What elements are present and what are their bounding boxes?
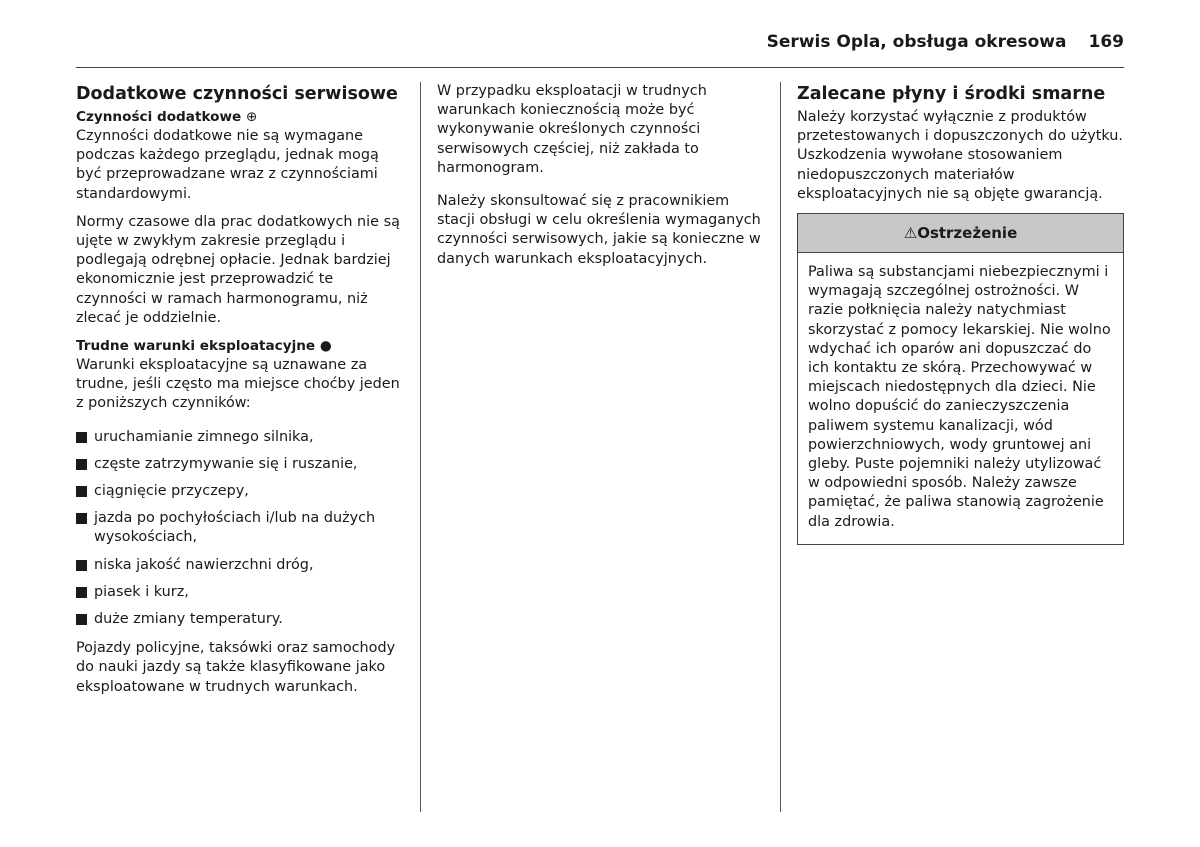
column-divider-2 — [780, 82, 781, 812]
list-item-text: piasek i kurz, — [94, 583, 189, 600]
subheading-hard-conditions — [76, 337, 406, 356]
paragraph: Należy korzystać wyłącznie z produktów przetestowanych i dopuszczonych do użytku. Uszkodzenia wywołane stosowaniem niedopuszczonych materiałów eksploatacyjnych nie są objęte gwarancją. — [797, 109, 1123, 202]
column-3 — [797, 82, 1124, 545]
column-2 — [437, 82, 767, 278]
column-divider-1 — [420, 82, 421, 812]
list-item — [76, 509, 406, 547]
paragraph: Należy skonsultować się z pracownikiem stacji obsługi w celu określenia wymaganych czynności serwisowych, jakie są konieczne w danych warunkach eksploatacyjnych. — [437, 193, 761, 267]
square-bullet-icon — [76, 587, 87, 598]
square-bullet-icon — [76, 614, 87, 625]
page-number: 169 — [1088, 32, 1124, 52]
warning-title: Ostrzeżenie — [917, 224, 1018, 243]
section-title-extra-services: Dodatkowe czynności serwisowe — [76, 84, 398, 104]
subheading-extra-services — [76, 108, 406, 127]
list-item — [76, 482, 406, 501]
paragraph: Warunki eksploatacyjne są uznawane za trudne, jeśli często ma miejsce choćby jeden z poniższych czynników: — [76, 357, 400, 412]
square-bullet-icon — [76, 486, 87, 497]
list-item — [76, 428, 406, 447]
warning-text: Paliwa są substancjami niebezpiecznymi i wymagają szczególnej ostrożności. W razie połknięcia należy natychmiast skorzystać z pomocy lekarskiej. Nie wolno wdychać ich oparów ani dopuszczać do ich kontaktu ze skórą. Przechowywać w miejscach niedostępnych dla dzieci. Nie wolno dopuścić do zanieczyszczenia paliwem systemu kanalizacji, wód powierzchniowych, wody gruntowej ani gleby. Puste pojemniki należy utylizować w odpowiedni sposób. Należy zawsze pamiętać, że paliwa stanowią zagrożenie dla zdrowia. — [808, 264, 1111, 530]
warning-triangle-icon: ⚠ — [903, 224, 918, 243]
warning-box — [797, 213, 1124, 545]
filled-circle-icon: ● — [319, 338, 332, 355]
list-item-text: jazda po pochyłościach i/lub na dużych wysokościach, — [94, 510, 376, 546]
list-item-text: uruchamianie zimnego silnika, — [94, 428, 314, 445]
list-item-text: częste zatrzymywanie się i ruszanie, — [94, 455, 358, 472]
paragraph: Normy czasowe dla prac dodatkowych nie są ujęte w zwykłym zakresie przeglądu i podlegają odrębnej opłacie. Jednak bardziej ekonomicznie jest przeprowadzić te czynności w ramach harmonogramu, niż zlecać je oddzielnie. — [76, 213, 400, 326]
paragraph: Pojazdy policyjne, taksówki oraz samochody do nauki jazdy są także klasyfikowane jako eksploatowane w trudnych warunkach. — [76, 640, 396, 695]
subheading-text: Trudne warunki eksploatacyjne — [76, 338, 316, 355]
square-bullet-icon — [76, 560, 87, 571]
list-item-text: duże zmiany temperatury. — [94, 611, 283, 628]
list-item — [76, 556, 406, 575]
paragraph: Czynności dodatkowe nie są wymagane podczas każdego przeglądu, jednak mogą być przeprowadzane wraz z czynnościami standardowymi. — [76, 128, 379, 202]
section-title-fluids: Zalecane płyny i środki smarne — [797, 84, 1106, 104]
list-item-text: ciągnięcie przyczepy, — [94, 483, 249, 500]
column-1 — [76, 82, 406, 706]
page-header — [767, 32, 1124, 52]
list-item — [76, 610, 406, 629]
square-bullet-icon — [76, 432, 87, 443]
paragraph: W przypadku eksploatacji w trudnych warunkach koniecznością może być wykonywanie określonych czynności serwisowych częściej, niż zakłada to harmonogram. — [437, 83, 707, 176]
square-bullet-icon — [76, 459, 87, 470]
list-item-text: niska jakość nawierzchni dróg, — [94, 556, 314, 573]
list-item — [76, 455, 406, 474]
header-title: Serwis Opla, obsługa okresowa — [766, 32, 1067, 52]
warning-header — [798, 214, 1123, 253]
plus-circle-icon: ⊕ — [245, 109, 258, 125]
warning-body — [798, 253, 1123, 544]
subheading-text: Czynności dodatkowe — [76, 109, 242, 125]
header-rule — [76, 67, 1124, 68]
list-item — [76, 583, 406, 602]
square-bullet-icon — [76, 513, 87, 524]
